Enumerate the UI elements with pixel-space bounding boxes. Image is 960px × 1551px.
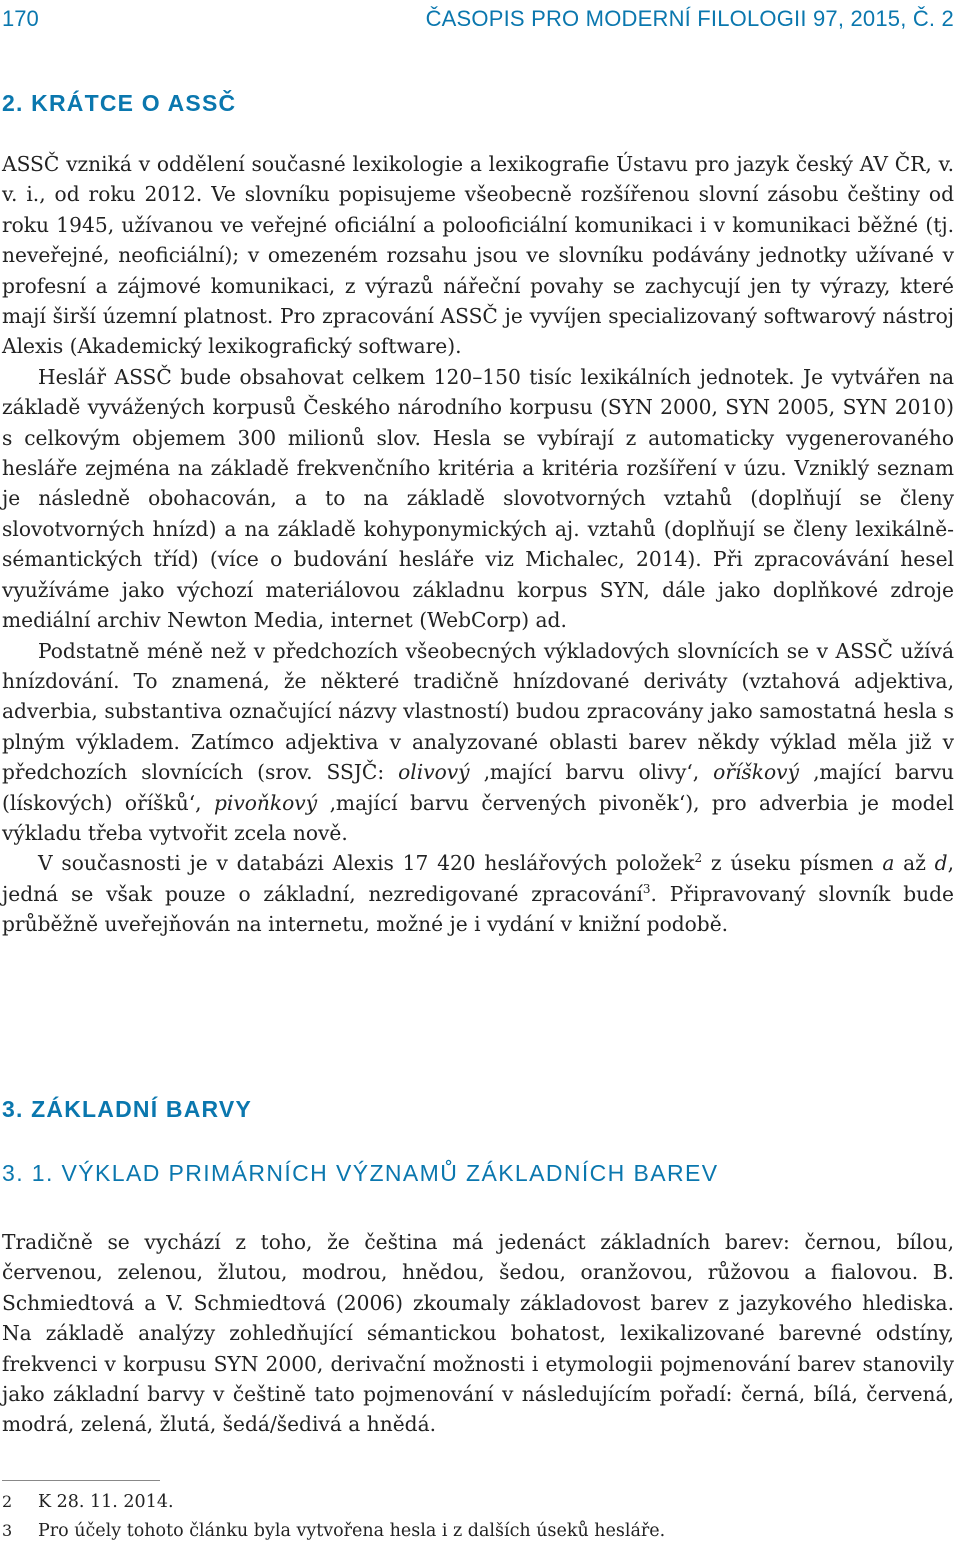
text-run: . Připravovaný slovník bude průběžně uveřejňován na internetu, možné je i vydání v knižní podobě.	[2, 881, 954, 937]
footnote-number: 3	[2, 1521, 13, 1540]
section-2-heading: 2. KRÁTCE O ASSČ	[2, 90, 237, 116]
text-run: , jedná se však pouze o základní, nezredigované zpracování	[2, 851, 954, 906]
paragraph-headword-list-text: Heslář ASSČ bude obsahovat celkem 120–150 tisíc lexikálních jednotek. Je vytvářen na základě vyvážených korpusů Českého národního korpusu (SYN 2000, SYN 2005, SYN 2010) s celkovým objemem 300 milionů slov. Hesla se vybírají z automaticky vygenerovaného hesláře zejména na základě frekvenčního kritéria a kritéria rozšíření v úzu. Vzniklý seznam je následně obohacován, a to na základě slovotvorných vztahů (doplňují se členy slovotvorných hnízd) a na základě kohyponymických aj. vztahů (doplňují se členy lexikálně-sémantických tříd) (více o budování hesláře viz Michalec, 2014). Při zpracovávání hesel využíváme jako výchozí materiálovou základnu korpus SYN, dále jako doplňkové zdroje mediální archiv Newton Media, internet (WebCorp) ad.	[2, 364, 954, 633]
text-run: V současnosti je v databázi Alexis 17 420 heslářových položek	[38, 851, 695, 876]
page-number: 170	[2, 6, 39, 31]
section-2-body	[2, 149, 954, 940]
paragraph-database-status	[2, 848, 954, 939]
italic-term: d	[934, 851, 948, 876]
running-header	[2, 6, 954, 36]
italic-term: a	[882, 851, 895, 876]
footnote-ref[interactable]: 2	[694, 851, 703, 866]
journal-title: ČASOPIS PRO MODERNÍ FILOLOGII 97, 2015, Č. 2	[425, 6, 954, 31]
text-run: ‚mající barvu (lískových) oříšků‘,	[2, 760, 954, 815]
footnote-number: 2	[2, 1492, 13, 1511]
footnote-3	[2, 1520, 665, 1542]
paragraph-assc-intro	[2, 149, 954, 636]
footnote-text: Pro účely tohoto článku byla vytvořena hesla i z dalších úseků hesláře.	[38, 1521, 666, 1541]
section-3-body	[2, 1227, 954, 1440]
paragraph-basic-colors: Tradičně se vychází z toho, že čeština má jedenáct základních barev: černou, bílou, červenou, zelenou, žlutou, modrou, hnědou, šedou, oranžovou, růžovou a fialovou. B. Schmiedtová a V. Schmiedtová (2006) zkoumaly základovost barev z jazykového hlediska. Na základě analýzy zohledňující sémantickou bohatost, lexikalizované barevné odstíny, frekvenci v korpusu SYN 2000, derivační možnosti i etymologii pojmenování barev stanovily jako základní barvy v češtině tato pojmenování v následujícím pořadí: černá, bílá, červená, modrá, zelená, žlutá, šedá/šedivá a hnědá.	[2, 1230, 954, 1437]
paragraph-nesting	[2, 636, 954, 849]
text-run: ‚mající barvu červených pivoněk‘), pro adverbia je model výkladu třeba vytvořit zcela nově.	[2, 790, 954, 845]
footnote-text: K 28. 11. 2014.	[38, 1492, 174, 1512]
footnote-ref[interactable]: 3	[642, 881, 651, 896]
section-3-heading: 3. ZÁKLADNÍ BARVY	[2, 1096, 252, 1122]
text-run: Podstatně méně než v předchozích všeobecných výkladových slovnících se v ASSČ užívá hnízdování. To znamená, že některé tradičně hnízdované deriváty (vztahová adjektiva, adverbia, substantiva označující názvy vlastností) budou zpracovány jako samostatná hesla s plným výkladem. Zatímco adjektiva v analyzované oblasti barev někdy výklad měla již v předchozích slovnících (srov. SSJČ:	[2, 638, 954, 785]
footnote-separator	[2, 1480, 160, 1481]
italic-term: oříškový	[713, 760, 799, 785]
italic-term: pivoňkový	[213, 790, 318, 815]
italic-term: olivový	[398, 760, 470, 785]
footnote-2	[2, 1491, 174, 1513]
text-run: ‚mající barvu olivy‘,	[469, 760, 714, 785]
text-run: až	[894, 851, 935, 876]
paragraph-assc-intro-text: ASSČ vzniká v oddělení současné lexikologie a lexikografie Ústavu pro jazyk český AV ČR, v. v. i., od roku 2012. Ve slovníku popisujeme všeobecně rozšířenou slovní zásobu češtiny od roku 1945, užívanou ve veřejné oficiální a polooficiální komunikaci i v komunikaci běžné (tj. neveřejné, neoficiální); v omezeném rozsahu jsou ve slovníku podávány jednotky užívané v profesní a zájmové komunikaci, z výrazů nářeční povahy se zachycují jen ty výrazy, které mají širší územní platnost. Pro zpracování ASSČ je vyvíjen specializovaný softwarový nástroj Alexis (Akademický lexikografický software).	[2, 152, 954, 359]
text-run: z úseku písmen	[702, 851, 883, 876]
subsection-3-1-heading: 3. 1. VÝKLAD PRIMÁRNÍCH VÝZNAMŮ ZÁKLADNÍCH BAREV	[2, 1160, 719, 1186]
